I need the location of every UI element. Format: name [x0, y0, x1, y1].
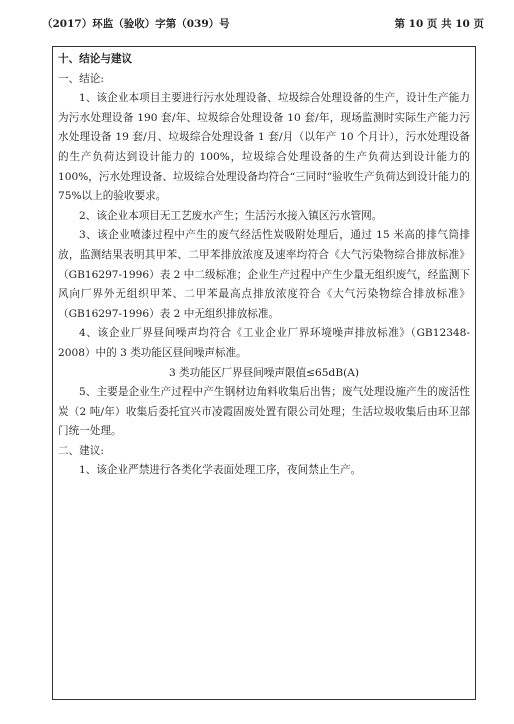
conclusion-heading: 一、结论:	[58, 72, 104, 85]
conclusion-item-4: 4、该企业厂界昼间噪声均符合《工业企业厂界环境噪声排放标准》（GB12348-2008）中的 3 类功能区昼间噪声标准。	[58, 327, 470, 359]
conclusion-item-5: 5、主要是企业生产过程中产生钢材边角料收集后出售；废气处理设施产生的废活性炭（2 吨/年）收集后委托宜兴市凌霞固废处置有限公司处理；生活垃圾收集后由环卫部门统一处理。	[58, 386, 470, 438]
suggestion-heading: 二、建议:	[58, 444, 104, 457]
section-title: 十、结论与建议	[58, 53, 133, 65]
conclusion-item-2: 2、该企业本项目无工艺废水产生；生活污水接入镇区污水管网。	[79, 209, 383, 222]
page-header	[42, 10, 484, 36]
conclusion-section	[58, 50, 470, 481]
page-number: 第 10 页 共 10 页	[394, 17, 484, 30]
document-number: （2017）环监（验收）字第（039）号	[42, 17, 230, 30]
conclusion-item-3: 3、该企业喷漆过程中产生的废气经活性炭吸附处理后，通过 15 米高的排气筒排放，监测结果表明其甲苯、二甲苯排放浓度及速率均符合《大气污染物综合排放标准》（GB16297-1996）表 2 中二级标准；企业生产过程中产生少量无组织废气，经监测下风向厂界外无组织甲苯、二甲苯最高点排放浓度符合《大气污染物综合排放标准》（GB16297-1996）表 2 中无组织排放标准。	[58, 229, 470, 320]
noise-limit-line: 3 类功能区厂界昼间噪声限值≤65dB(A)	[168, 366, 360, 379]
conclusion-item-1: 1、该企业本项目主要进行污水处理设备、垃圾综合处理设备的生产，设计生产能力为污水处理设备 190 套/年、垃圾综合处理设备 10 套/年，现场监测时实际生产能力污水处理设备 19 套/月、垃圾综合处理设备 1 套/月（以年产 10 个月计），污水处理设备的生产负荷达到设计能力的 100%，垃圾综合处理设备的生产负荷达到设计能力的 100%，污水处理设备、垃圾综合处理设备均符合“三同时”验收生产负荷达到设计能力的 75%以上的验收要求。	[58, 92, 470, 203]
suggestion-item-1: 1、该企业严禁进行各类化学表面处理工序，夜间禁止生产。	[79, 464, 362, 477]
